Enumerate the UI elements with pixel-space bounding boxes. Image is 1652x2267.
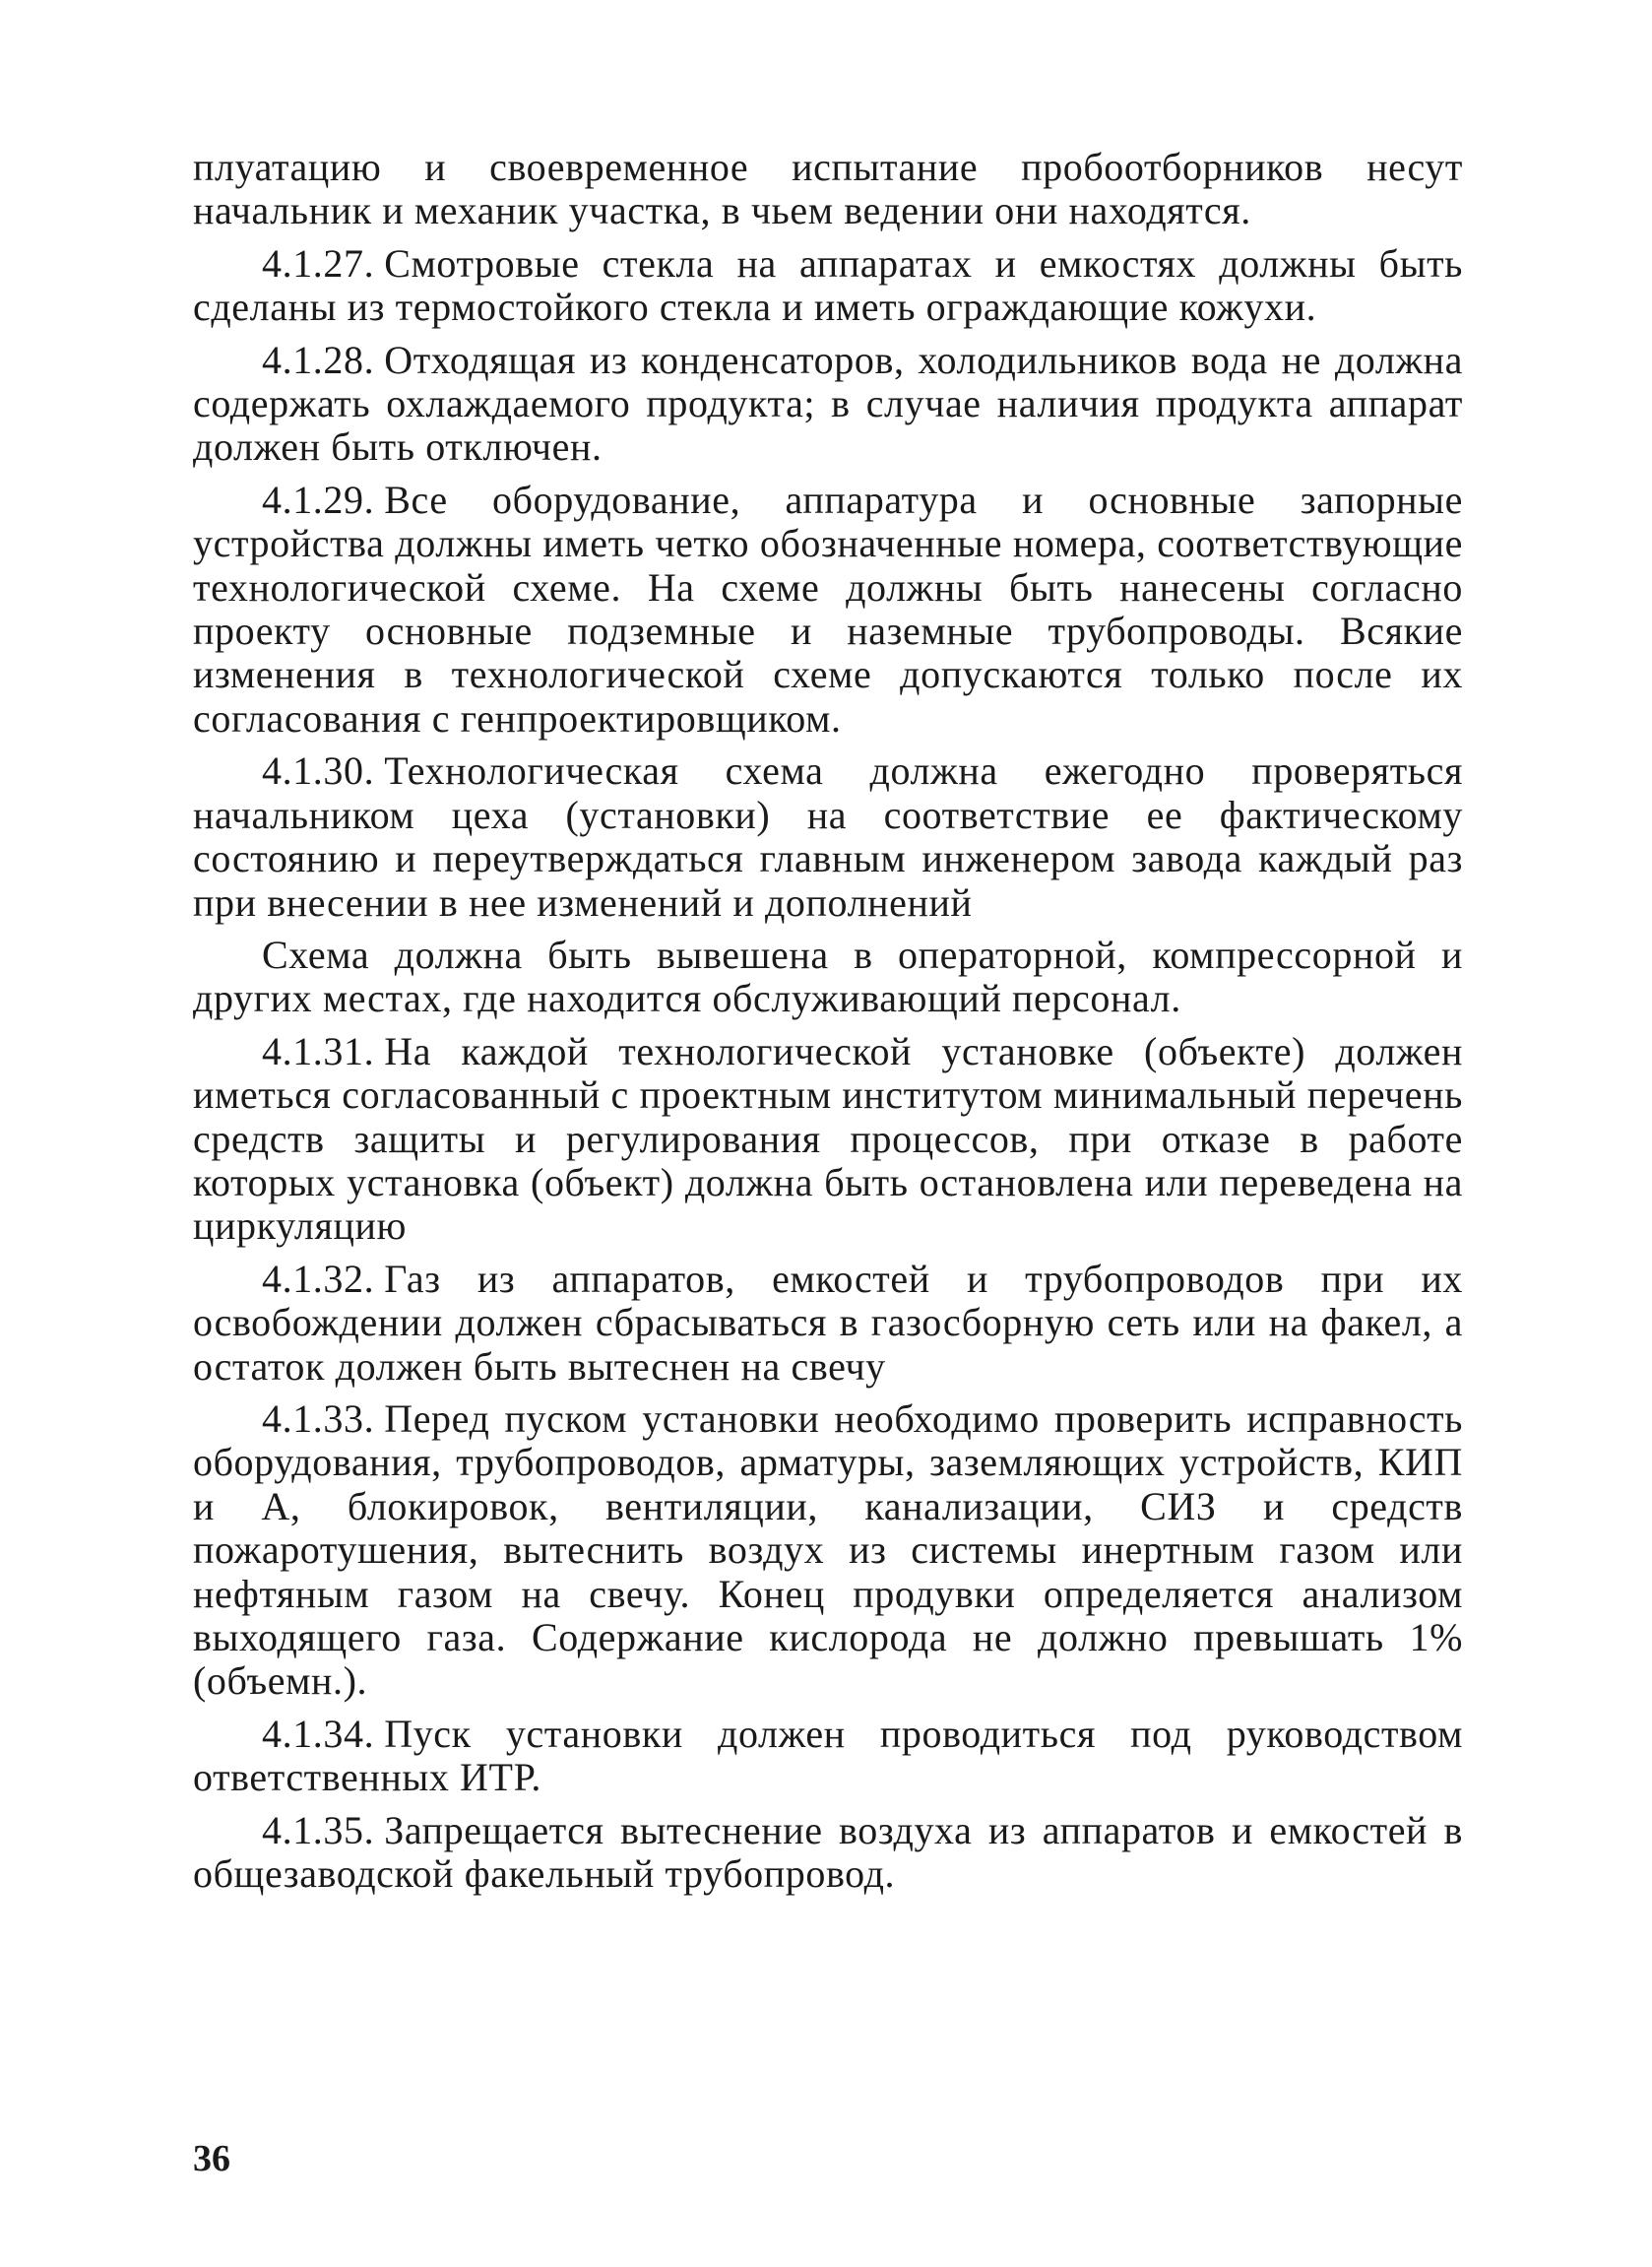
paragraph-text: Газ из аппаратов, емкостей и трубопроводов при их освобождении должен сбрасываться в газосборную сеть или на факел, а остаток должен быть вытеснен на свечу — [193, 1256, 1463, 1389]
paragraph-text: Запрещается вытеснение воздуха из аппаратов и емкостей в общезаводской факельный трубопровод. — [193, 1807, 1463, 1897]
paragraph-4-1-32 — [193, 1258, 1463, 1389]
paragraph-text: Отходящая из конденсаторов, холодильников вода не должна содержать охлаждаемого продукта; в случае наличия продукта аппарат должен быть отключен. — [193, 337, 1463, 470]
paragraph-continuation — [193, 146, 1463, 233]
paragraph-number: 4.1.34. — [262, 1711, 375, 1756]
paragraph-text: плуатацию и своевременное испытание пробоотборников несут начальник и механик участка, в чьем ведении они находятся. — [193, 145, 1463, 233]
paragraph-4-1-34 — [193, 1713, 1463, 1800]
paragraph-4-1-27 — [193, 242, 1463, 330]
paragraph-number: 4.1.33. — [262, 1395, 375, 1441]
paragraph-number: 4.1.28. — [262, 337, 375, 382]
paragraph-number: 4.1.27. — [262, 240, 375, 286]
document-page — [193, 146, 1463, 1905]
paragraph-number: 4.1.31. — [262, 1028, 375, 1073]
paragraph-4-1-35 — [193, 1809, 1463, 1897]
paragraph-4-1-30 — [193, 749, 1463, 925]
paragraph-number: 4.1.32. — [262, 1256, 375, 1301]
paragraph-4-1-28 — [193, 339, 1463, 470]
paragraph-text: На каждой технологической установке (объекте) должен иметься согласованный с проектным институтом минимальный перечень средств защиты и регулирования процессов, при отказе в работе которых установка (объект) должна быть остановлена или переведена на циркуляцию — [193, 1028, 1463, 1249]
paragraph-number: 4.1.29. — [262, 477, 375, 522]
paragraph-4-1-31 — [193, 1030, 1463, 1249]
paragraph-text: Перед пуском установки необходимо проверить исправность оборудования, трубопроводов, арматуры, заземляющих устройств, КИП и А, блокировок, вентиляции, канализации, СИЗ и средств пожаротушения, вытеснить воздух из системы инертным газом или нефтяным газом на свечу. Конец продувки определяется анализом выходящего газа. Содержание кислорода не должно превышать 1% (объемн.). — [193, 1395, 1463, 1704]
paragraph-text: Пуск установки должен проводиться под руководством ответственных ИТР. — [193, 1711, 1463, 1800]
page-number: 36 — [193, 2138, 230, 2179]
paragraph-text: Все оборудование, аппаратура и основные запорные устройства должны иметь четко обозначенные номера, соответствующие технологической схеме. На схеме должны быть нанесены согласно проекту основные подземные и наземные трубопроводы. Всякие изменения в технологической схеме допускаются только после их согласования с генпроектировщиком. — [193, 477, 1463, 741]
paragraph-4-1-29 — [193, 479, 1463, 741]
paragraph-scheme-note — [193, 934, 1463, 1021]
paragraph-4-1-33 — [193, 1397, 1463, 1704]
paragraph-number: 4.1.35. — [262, 1807, 375, 1852]
paragraph-number: 4.1.30. — [262, 748, 375, 794]
paragraph-text: Смотровые стекла на аппаратах и емкостях должны быть сделаны из термостойкого стекла и иметь ограждающие кожухи. — [193, 240, 1463, 330]
paragraph-text: Технологическая схема должна ежегодно проверяться начальником цеха (установки) на соответствие ее фактическому состоянию и переутверждаться главным инженером завода каждый раз при внесении в нее изменений и дополнений — [193, 748, 1463, 925]
paragraph-text: Схема должна быть вывешена в операторной, компрессорной и других местах, где находится обслуживающий персонал. — [193, 932, 1463, 1021]
